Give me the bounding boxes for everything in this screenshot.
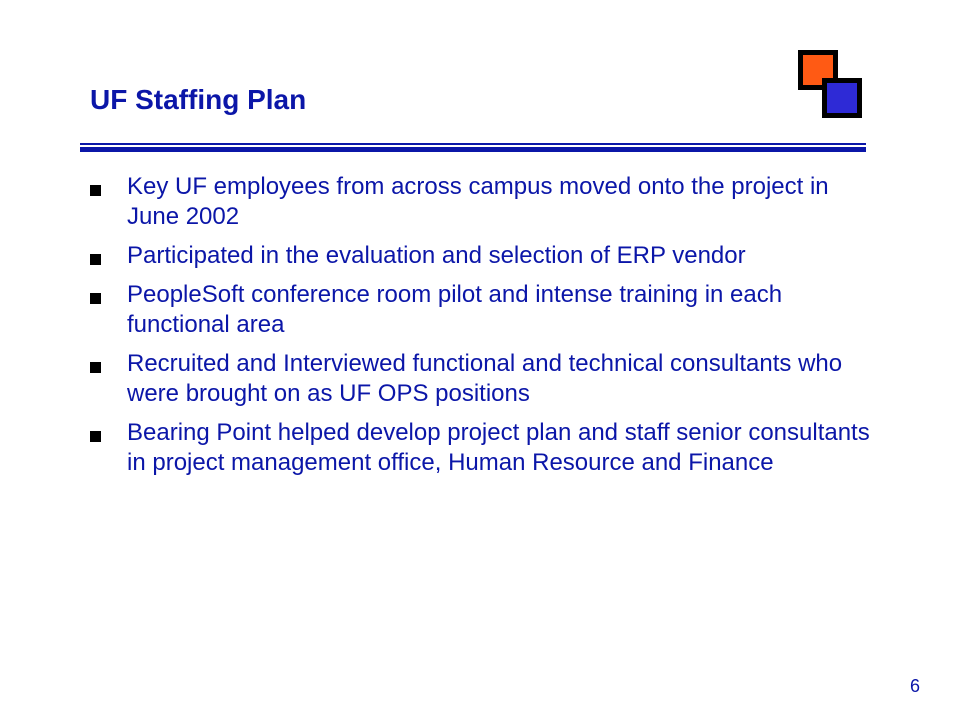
divider-thick-line: [80, 147, 866, 152]
two-squares-logo-icon: [798, 50, 862, 118]
bullet-item: [90, 280, 880, 340]
bullet-text: Participated in the evaluation and selection of ERP vendor: [127, 242, 746, 269]
title-divider: [80, 143, 866, 153]
square-bullet-icon: [90, 185, 101, 196]
slide-title: UF Staffing Plan: [90, 84, 307, 115]
square-bullet-icon: [90, 254, 101, 265]
bullet-text: PeopleSoft conference room pilot and intense training in each functional area: [127, 281, 783, 338]
bullet-text: Recruited and Interviewed functional and technical consultants who were brought on as UF OPS positions: [127, 350, 843, 407]
bullet-list: [90, 172, 880, 487]
page-number: 6: [909, 676, 920, 696]
bullet-item: [90, 349, 880, 409]
bullet-item: [90, 418, 880, 478]
bullet-item: [90, 241, 880, 271]
square-bullet-icon: [90, 293, 101, 304]
bullet-text: Key UF employees from across campus moved onto the project in June 2002: [127, 173, 829, 230]
square-bullet-icon: [90, 431, 101, 442]
bullet-text: Bearing Point helped develop project plan and staff senior consultants in project management office, Human Resource and Finance: [127, 419, 870, 476]
blue-square-icon: [822, 78, 862, 118]
square-bullet-icon: [90, 362, 101, 373]
bullet-item: [90, 172, 880, 232]
divider-thin-line: [80, 143, 866, 145]
